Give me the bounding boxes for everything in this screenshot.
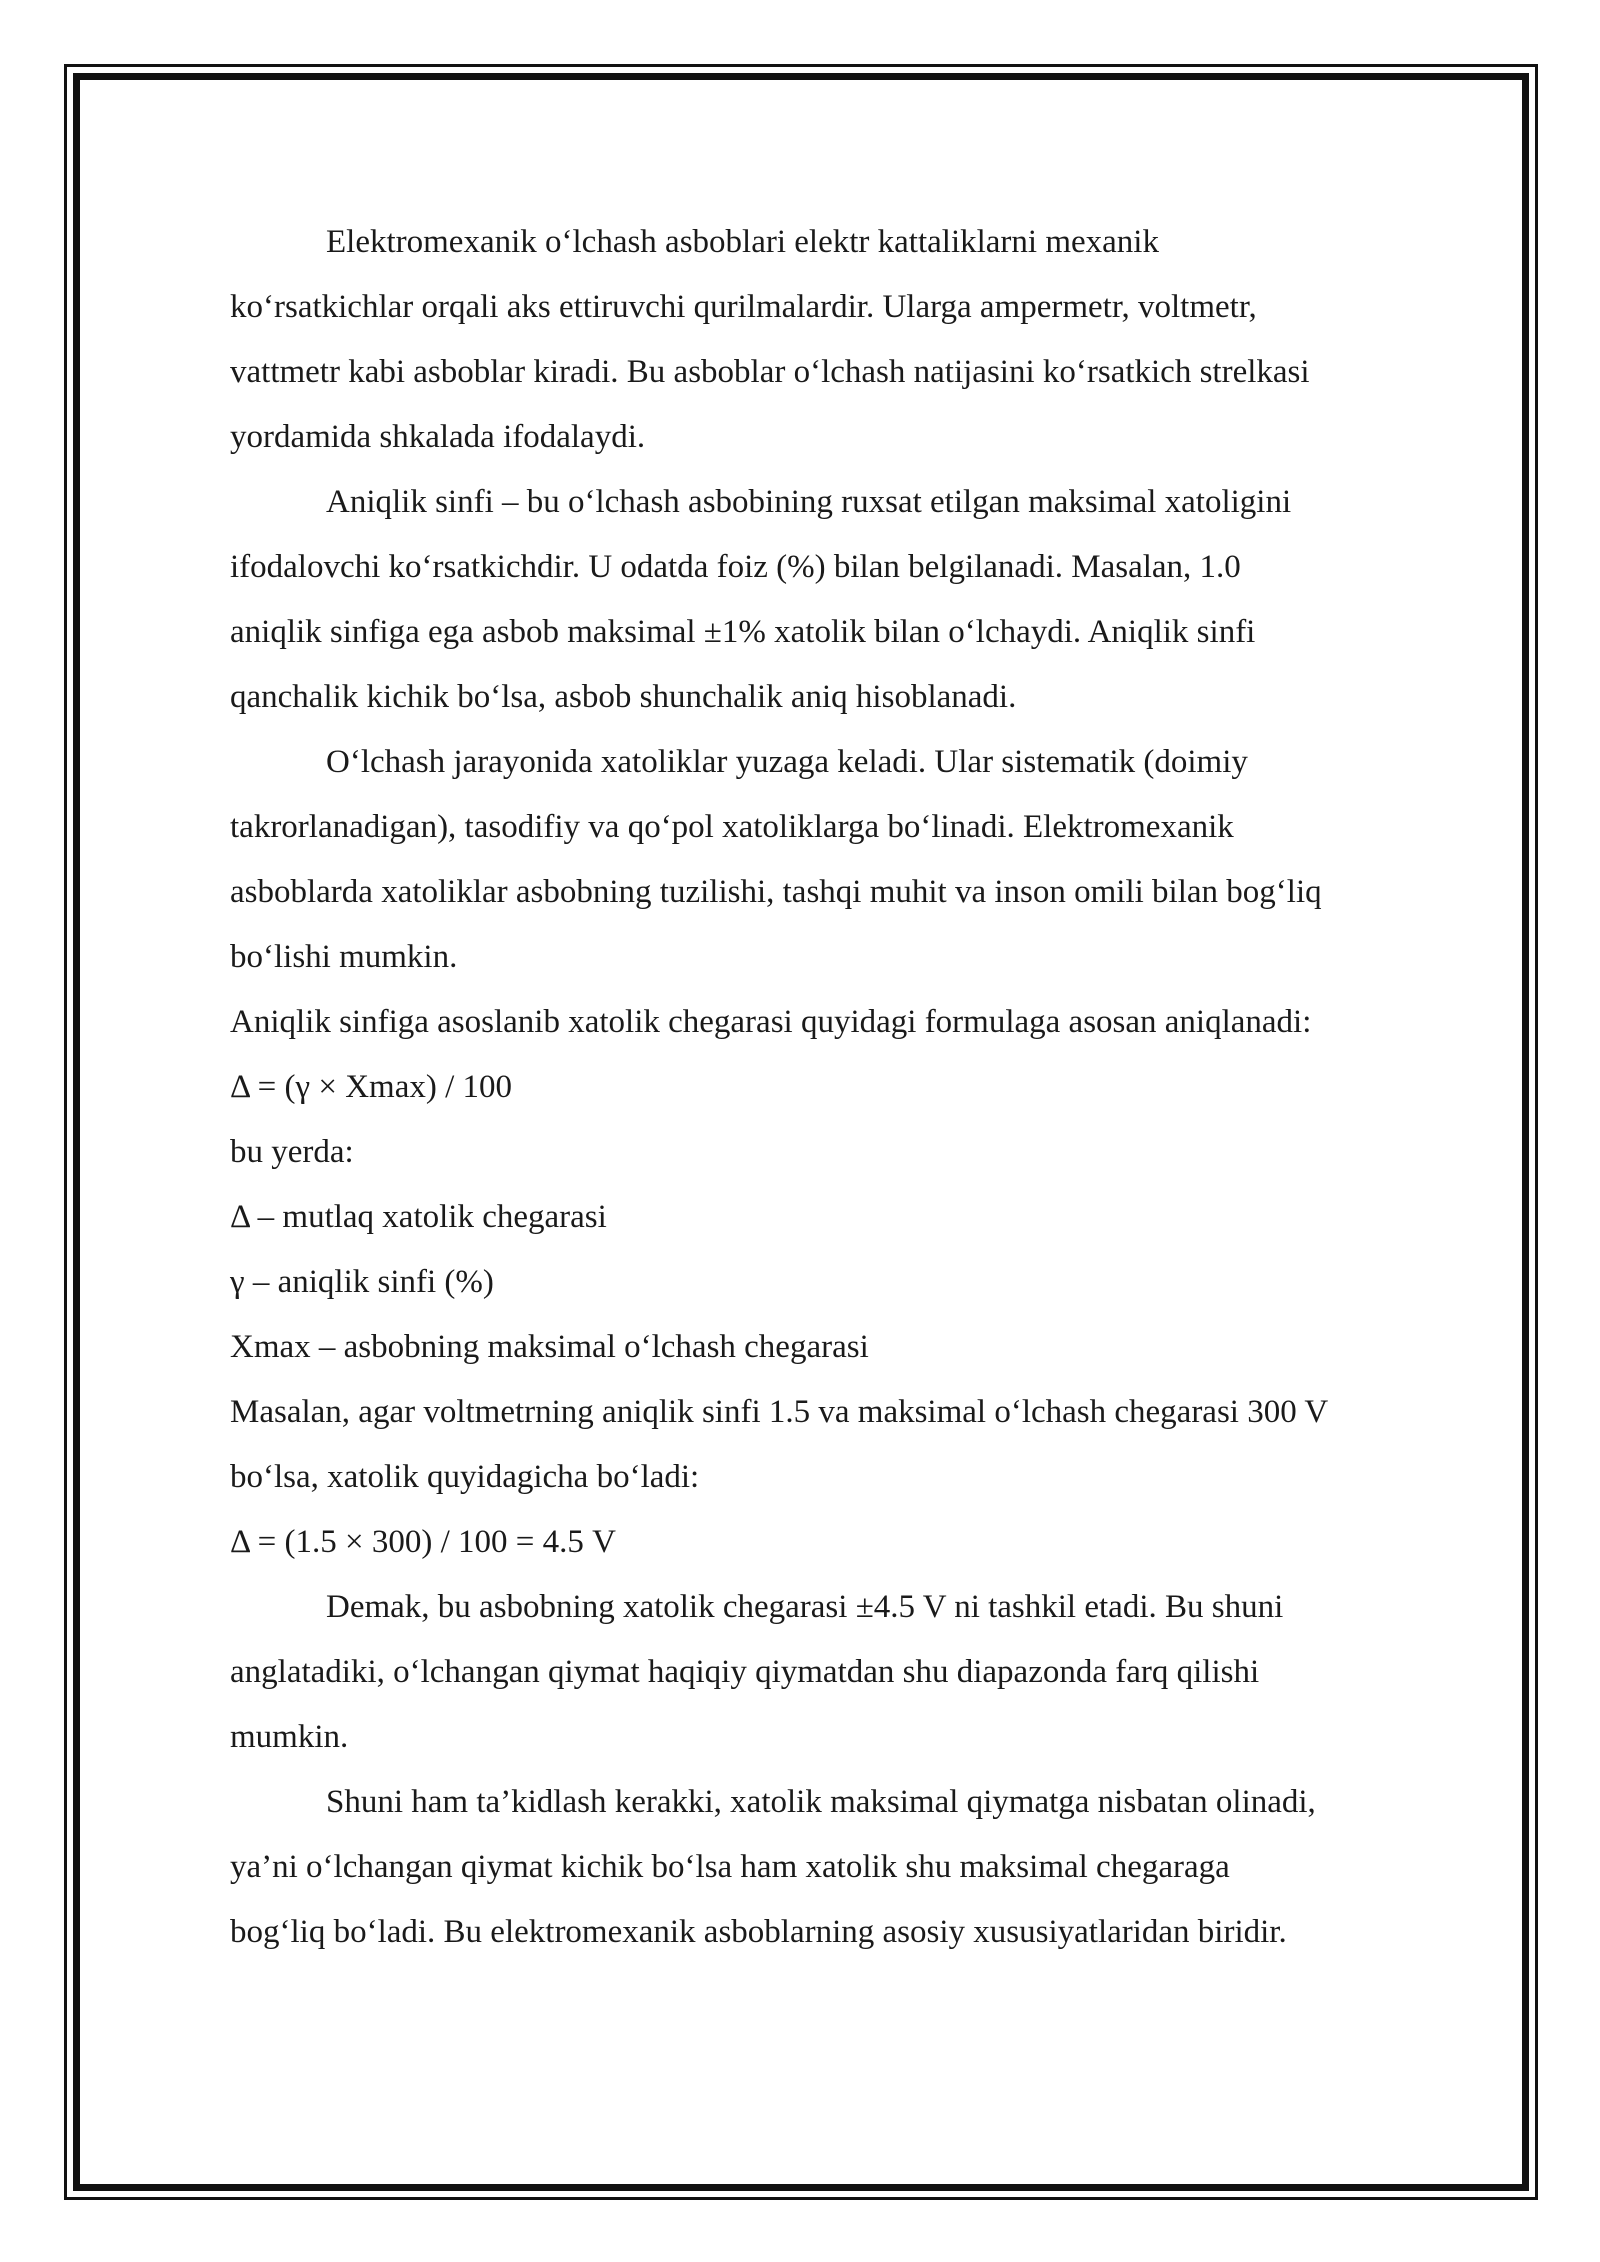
line: asboblarda xatoliklar asbobning tuzilishi, tashqi muhit va inson omili bilan bog‘liq bbox=[230, 874, 1322, 910]
line: anglatadiki, o‘lchangan qiymat haqiqiy qiymatdan shu diapazonda farq qilishi bbox=[230, 1654, 1260, 1690]
document-body bbox=[230, 210, 1530, 1965]
line: Shuni ham ta’kidlash kerakki, xatolik maksimal qiymatga nisbatan olinadi, bbox=[326, 1784, 1316, 1820]
line: yordamida shkalada ifodalaydi. bbox=[230, 419, 646, 455]
paragraph bbox=[230, 470, 1530, 730]
text-line bbox=[230, 1185, 1530, 1250]
line: Demak, bu asbobning xatolik chegarasi ±4.5 V ni tashkil etadi. Bu shuni bbox=[326, 1589, 1284, 1625]
line: Masalan, agar voltmetrning aniqlik sinfi 1.5 va maksimal o‘lchash chegarasi 300 V bbox=[230, 1394, 1329, 1430]
line: qanchalik kichik bo‘lsa, asbob shunchalik aniq hisoblanadi. bbox=[230, 679, 1017, 715]
line: bog‘liq bo‘ladi. Bu elektromexanik asboblarning asosiy xususiyatlaridan biridir. bbox=[230, 1914, 1287, 1950]
text-line bbox=[230, 1315, 1530, 1380]
paragraph bbox=[230, 210, 1530, 470]
line: O‘lchash jarayonida xatoliklar yuzaga keladi. Ular sistematik (doimiy bbox=[326, 744, 1248, 780]
line: vattmetr kabi asboblar kiradi. Bu asboblar o‘lchash natijasini ko‘rsatkich strelkasi bbox=[230, 354, 1310, 390]
paragraph bbox=[230, 1575, 1530, 1770]
line: Aniqlik sinfiga asoslanib xatolik chegarasi quyidagi formulaga asosan aniqlanadi: bbox=[230, 1004, 1312, 1040]
line: takrorlanadigan), tasodifiy va qo‘pol xatoliklarga bo‘linadi. Elektromexanik bbox=[230, 809, 1234, 845]
line: ifodalovchi ko‘rsatkichdir. U odatda foiz (%) bilan belgilanadi. Masalan, 1.0 bbox=[230, 549, 1241, 585]
text-line bbox=[230, 990, 1530, 1055]
line: γ – aniqlik sinfi (%) bbox=[230, 1264, 494, 1300]
line: ko‘rsatkichlar orqali aks ettiruvchi qurilmalardir. Ularga ampermetr, voltmetr, bbox=[230, 289, 1257, 325]
line: Elektromexanik o‘lchash asboblari elektr kattaliklarni mexanik bbox=[326, 224, 1159, 260]
text-line bbox=[230, 1380, 1530, 1510]
text-line bbox=[230, 1510, 1530, 1575]
text-line bbox=[230, 1120, 1530, 1185]
line: bu yerda: bbox=[230, 1134, 354, 1170]
line: Δ = (1.5 × 300) / 100 = 4.5 V bbox=[230, 1524, 616, 1560]
line: Δ = (γ × Xmax) / 100 bbox=[230, 1069, 512, 1105]
line: Aniqlik sinfi – bu o‘lchash asbobining ruxsat etilgan maksimal xatoligini bbox=[326, 484, 1292, 520]
text-line bbox=[230, 1250, 1530, 1315]
line: bo‘lsa, xatolik quyidagicha bo‘ladi: bbox=[230, 1459, 700, 1495]
paragraph bbox=[230, 1770, 1530, 1965]
line: Δ – mutlaq xatolik chegarasi bbox=[230, 1199, 607, 1235]
line: Xmax – asbobning maksimal o‘lchash chegarasi bbox=[230, 1329, 869, 1365]
line: ya’ni o‘lchangan qiymat kichik bo‘lsa ham xatolik shu maksimal chegaraga bbox=[230, 1849, 1230, 1885]
paragraph bbox=[230, 730, 1530, 990]
line: bo‘lishi mumkin. bbox=[230, 939, 458, 975]
line: mumkin. bbox=[230, 1719, 349, 1755]
text-line bbox=[230, 1055, 1530, 1120]
line: aniqlik sinfiga ega asbob maksimal ±1% xatolik bilan o‘lchaydi. Aniqlik sinfi bbox=[230, 614, 1256, 650]
